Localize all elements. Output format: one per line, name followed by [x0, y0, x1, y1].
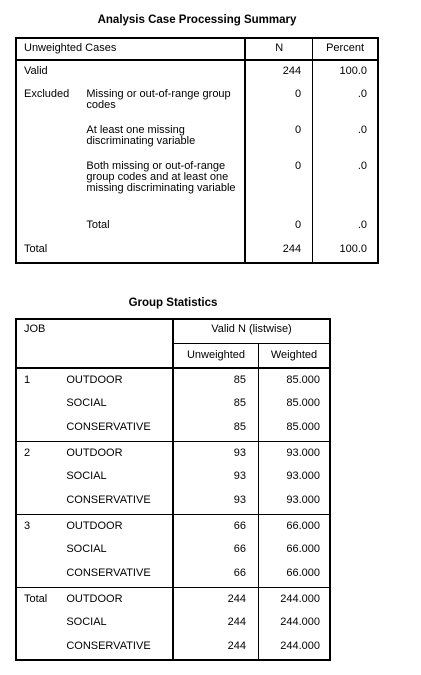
table-row — [16, 441, 330, 465]
group-label: Total — [16, 587, 66, 611]
table-row — [16, 368, 330, 392]
group-header-row — [16, 319, 330, 343]
table-row — [16, 392, 330, 416]
table-row — [16, 635, 330, 660]
excluded-total-label: Total — [86, 219, 110, 231]
unweighted-value: 66 — [173, 562, 259, 587]
excluded-row-label: Both missing or out-of-range group codes and at least one missing discriminating variable — [86, 160, 236, 194]
unweighted-value: 85 — [173, 392, 259, 416]
excluded-row-percent: .0 — [313, 120, 378, 156]
table-row — [16, 489, 330, 514]
variable-name: OUTDOOR — [66, 441, 173, 465]
header-n: N — [245, 38, 312, 60]
header-unweighted-cases: Unweighted Cases — [16, 38, 245, 60]
variable-name: CONSERVATIVE — [66, 640, 151, 652]
unweighted-value: 85 — [173, 416, 259, 441]
group-label: 2 — [16, 441, 66, 465]
weighted-value: 66.000 — [259, 562, 330, 587]
variable-name: SOCIAL — [66, 470, 107, 482]
variable-name: OUTDOOR — [66, 587, 173, 611]
valid-label: Valid — [24, 65, 48, 77]
variable-name: SOCIAL — [66, 616, 107, 628]
header-job: JOB — [16, 319, 173, 368]
group-label — [16, 392, 66, 416]
weighted-value: 85.000 — [259, 368, 330, 392]
excluded-total-n: 0 — [245, 215, 312, 239]
weighted-value: 85.000 — [259, 392, 330, 416]
unweighted-value: 93 — [173, 441, 259, 465]
table-row — [16, 239, 378, 263]
weighted-value: 66.000 — [259, 514, 330, 538]
variable-name: CONSERVATIVE — [66, 494, 151, 506]
excluded-row-n: 0 — [245, 120, 312, 156]
header-weighted: Weighted — [259, 343, 330, 368]
weighted-value: 244.000 — [259, 587, 330, 611]
total-percent: 100.0 — [313, 239, 378, 263]
valid-n: 244 — [245, 60, 312, 84]
group-statistics-table — [15, 318, 331, 661]
variable-name: CONSERVATIVE — [66, 421, 151, 433]
total-n: 244 — [245, 239, 312, 263]
excluded-row-percent: .0 — [313, 156, 378, 215]
variable-name: OUTDOOR — [66, 514, 173, 538]
summary-header-row — [16, 38, 378, 60]
group-label — [16, 611, 66, 635]
unweighted-value: 244 — [173, 635, 259, 660]
unweighted-value: 244 — [173, 587, 259, 611]
group-label — [16, 562, 66, 587]
group-label — [16, 465, 66, 489]
weighted-value: 244.000 — [259, 611, 330, 635]
group-label — [16, 489, 66, 514]
summary-title: Analysis Case Processing Summary — [97, 14, 297, 26]
excluded-row-n: 0 — [245, 84, 312, 120]
weighted-value: 244.000 — [259, 635, 330, 660]
case-processing-summary-table — [15, 37, 379, 264]
total-label: Total — [24, 243, 48, 255]
excluded-label: Excluded — [24, 88, 70, 100]
variable-name: CONSERVATIVE — [66, 567, 151, 579]
table-row — [16, 416, 330, 441]
group-label — [16, 635, 66, 660]
table-row — [16, 562, 330, 587]
weighted-value: 85.000 — [259, 416, 330, 441]
header-unweighted: Unweighted — [173, 343, 259, 368]
unweighted-value: 93 — [173, 465, 259, 489]
variable-name: OUTDOOR — [66, 374, 123, 386]
weighted-value: 93.000 — [259, 465, 330, 489]
unweighted-value: 85 — [173, 368, 259, 392]
table-row — [16, 538, 330, 562]
unweighted-value: 66 — [173, 538, 259, 562]
group-label — [16, 538, 66, 562]
table-row — [16, 84, 378, 120]
weighted-value: 93.000 — [259, 441, 330, 465]
unweighted-value: 244 — [173, 611, 259, 635]
header-percent: Percent — [313, 38, 378, 60]
unweighted-value: 66 — [173, 514, 259, 538]
group-label — [16, 416, 66, 441]
group-label: 1 — [24, 374, 31, 386]
variable-name: SOCIAL — [66, 543, 107, 555]
group-statistics-title: Group Statistics — [128, 297, 218, 309]
excluded-row-percent: .0 — [313, 84, 378, 120]
table-row — [16, 587, 330, 611]
weighted-value: 93.000 — [259, 489, 330, 514]
weighted-value: 66.000 — [259, 538, 330, 562]
header-valid-n: Valid N (listwise) — [173, 319, 330, 343]
excluded-row-label: At least one missing discriminating variable — [86, 124, 196, 147]
valid-percent: 100.0 — [313, 60, 378, 84]
table-row — [16, 611, 330, 635]
excluded-total-percent: .0 — [313, 215, 378, 239]
table-row — [16, 465, 330, 489]
table-row — [16, 514, 330, 538]
excluded-row-n: 0 — [245, 156, 312, 215]
table-row — [16, 60, 378, 84]
variable-name: SOCIAL — [66, 397, 107, 409]
unweighted-value: 93 — [173, 489, 259, 514]
excluded-row-label: Missing or out-of-range group codes — [86, 88, 231, 111]
group-label: 3 — [16, 514, 66, 538]
